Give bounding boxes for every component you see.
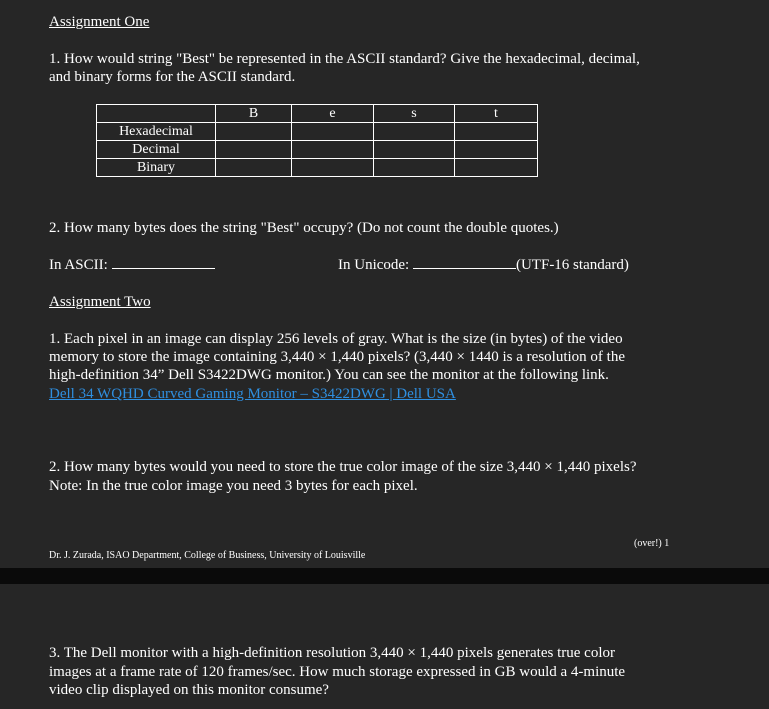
ascii-table-cell <box>374 159 455 177</box>
ascii-table-header-b: B <box>216 105 292 123</box>
page-marker: (over!) 1 <box>634 538 670 549</box>
a2-question-3-line-1: 3. The Dell monitor with a high-definition resolution 3,440 × 1,440 pixels generates true color <box>49 645 615 661</box>
ascii-answer-blank[interactable] <box>112 256 215 269</box>
document-page-2 <box>0 584 769 709</box>
ascii-table-cell <box>455 159 538 177</box>
dell-monitor-link[interactable]: Dell 34 WQHD Curved Gaming Monitor – S3422DWG | Dell USA <box>49 386 456 402</box>
ascii-table <box>96 104 538 177</box>
ascii-table-cell <box>292 141 374 159</box>
a2-question-2-line-1: 2. How many bytes would you need to store the true color image of the size 3,440 × 1,440 pixels? <box>49 459 637 475</box>
ascii-answer-label: In ASCII: <box>49 257 108 273</box>
ascii-table-cell <box>292 159 374 177</box>
ascii-table-cell <box>455 141 538 159</box>
a1-question-1-line-2: and binary forms for the ASCII standard. <box>49 69 296 85</box>
unicode-answer-label: In Unicode: <box>338 257 410 273</box>
a2-question-1-line-3: high-definition 34” Dell S3422DWG monitor.) You can see the monitor at the following link. <box>49 367 609 383</box>
a1-question-1-line-1: 1. How would string "Best" be represented in the ASCII standard? Give the hexadecimal, decimal, <box>49 51 640 67</box>
ascii-table-header-s: s <box>374 105 455 123</box>
ascii-table-cell <box>374 141 455 159</box>
ascii-table-row-binary <box>97 159 538 177</box>
a2-question-2-line-2: Note: In the true color image you need 3 bytes for each pixel. <box>49 478 418 494</box>
a2-question-3-line-2: images at a frame rate of 120 frames/sec. How much storage expressed in GB would a 4-minute <box>49 664 626 680</box>
ascii-table-cell <box>374 123 455 141</box>
ascii-answer-line <box>49 256 215 274</box>
unicode-answer-suffix: (UTF-16 standard) <box>515 257 629 273</box>
ascii-table-cell <box>292 123 374 141</box>
footer-author: Dr. J. Zurada, ISAO Department, College of Business, University of Louisville <box>49 550 366 561</box>
ascii-table-row-label: Binary <box>97 159 216 177</box>
a1-question-2: 2. How many bytes does the string "Best" occupy? (Do not count the double quotes.) <box>49 220 559 236</box>
ascii-table-cell <box>216 141 292 159</box>
ascii-table-row-decimal <box>97 141 538 159</box>
a2-question-1-line-1: 1. Each pixel in an image can display 256 levels of gray. What is the size (in bytes) of the video <box>49 331 623 347</box>
unicode-answer-blank[interactable] <box>413 256 516 269</box>
a2-question-3-line-3: video clip displayed on this monitor consume? <box>49 682 329 698</box>
ascii-table-cell <box>216 159 292 177</box>
assignment-two-heading: Assignment Two <box>49 294 151 310</box>
a2-question-1-line-2: memory to store the image containing 3,440 × 1,440 pixels? (3,440 × 1440 is a resolution of the <box>49 349 625 365</box>
assignment-one-heading: Assignment One <box>49 14 150 30</box>
unicode-answer-line <box>338 256 629 274</box>
ascii-table-row-label: Decimal <box>97 141 216 159</box>
ascii-table-cell <box>455 123 538 141</box>
ascii-table-row-label: Hexadecimal <box>97 123 216 141</box>
ascii-table-corner-cell <box>97 105 216 123</box>
ascii-table-header-e: e <box>292 105 374 123</box>
ascii-table-header-t: t <box>455 105 538 123</box>
ascii-table-row-hexadecimal <box>97 123 538 141</box>
ascii-table-header-row <box>97 105 538 123</box>
page-separator <box>0 568 769 584</box>
ascii-table-cell <box>216 123 292 141</box>
